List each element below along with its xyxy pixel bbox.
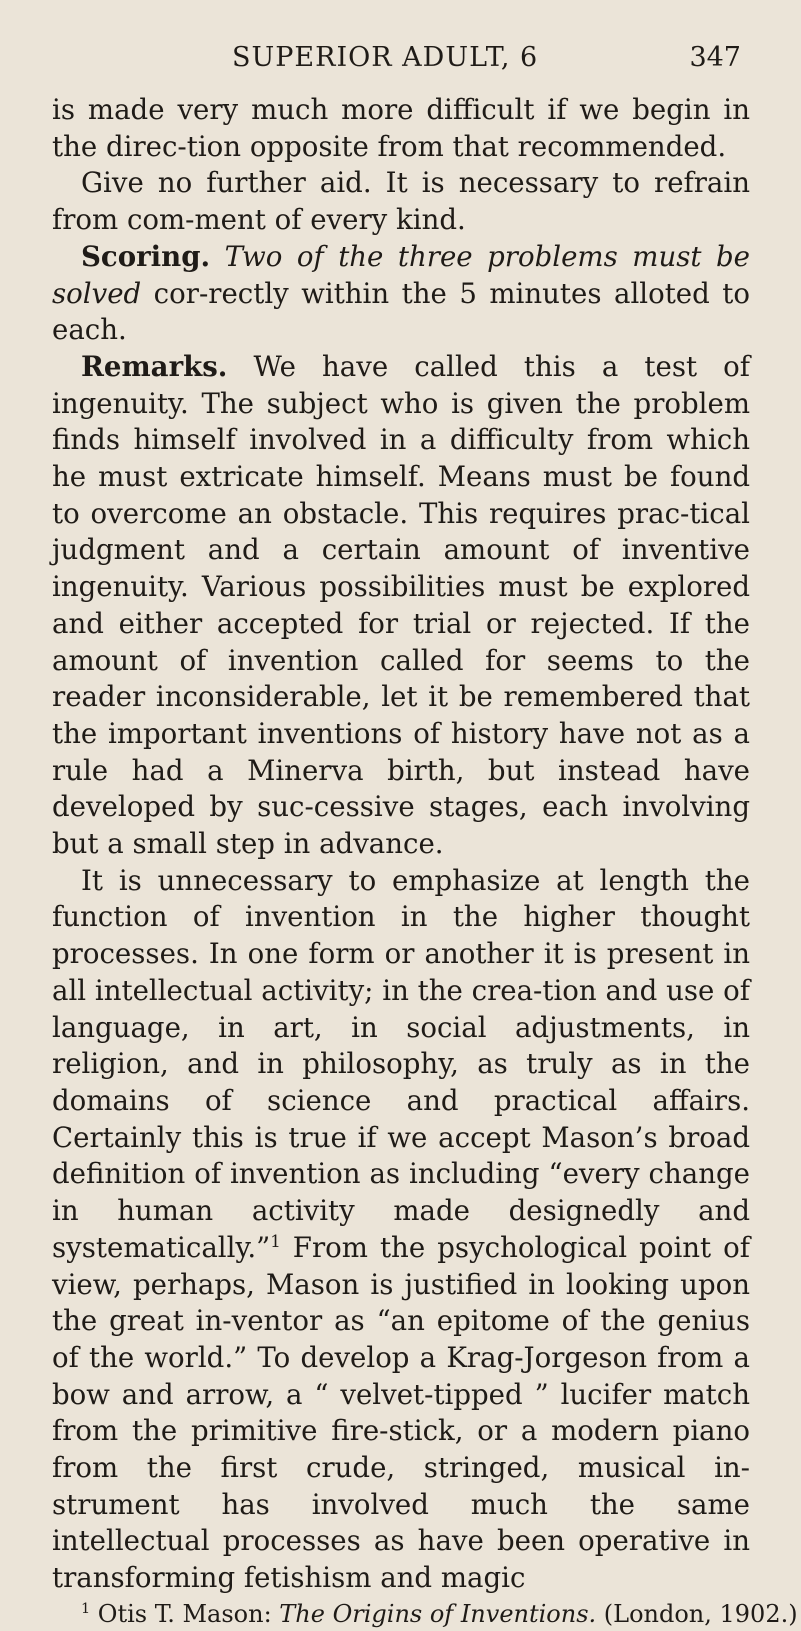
- run-in-heading: Scoring.: [81, 239, 211, 273]
- paragraph-text: It is unnecessary to emphasize at length the function of invention in the higher thought processes. In one form or another it is present in all intellectual activity; in the crea-tion and use of language, in art, in social adjustments, in religion, and in philosophy, as truly as in the domains of science and practical affairs. Certainly this is true if we accept Mason’s broad definition of invention as including “every change in human activity made designedly and systematically.”: [52, 863, 750, 1264]
- footnote: [52, 1597, 798, 1631]
- run-in-heading: Remarks.: [81, 349, 228, 383]
- italic-text: Two of the three problems must be solved: [52, 239, 750, 310]
- paragraph-text: From the psychological point of view, perhaps, Mason is justified in looking upon the great in-ventor as “an epitome of the genius of the world.” To develop a Krag-Jorgeson from a bow and arrow, a “ velvet-tipped ” lucifer match from the primitive fire-stick, or a modern piano from the first crude, stringed, musical in-strument has involved much the same intellectual processes as have been operative in transforming fetishism and magic: [52, 1230, 750, 1595]
- paragraph-text: We have called this a test of ingenuity. The subject who is given the problem finds himself involved in a difficulty from which he must extricate himself. Means must be found to overcome an obstacle. This requires prac-tical judgment and a certain amount of inventive ingenuity. Various possibilities must be explored and either accepted for trial or rejected. If the amount of invention called for seems to the reader inconsiderable, let it be remembered that the important inventions of history have not as a rule had a Minerva birth, but instead have developed by suc-cessive stages, each involving but a small step in advance.: [52, 349, 750, 861]
- paragraph-continuation: [52, 92, 750, 165]
- running-header: [0, 42, 801, 76]
- body-text: [52, 92, 798, 1631]
- paragraph-text: Give no further aid.: [81, 166, 372, 200]
- footnote-work-title: The Origins of Inventions.: [279, 1599, 597, 1628]
- footnote-author: Otis T. Mason:: [90, 1599, 280, 1628]
- paragraph-text: It is necessary to refrain from com-ment of every kind.: [52, 166, 750, 237]
- page-number: 347: [689, 42, 741, 73]
- running-title: SUPERIOR ADULT, 6: [232, 42, 539, 73]
- paragraph-invention: [52, 863, 750, 1597]
- paragraph-further-aid: [52, 165, 750, 238]
- paragraph-text: is made very much more difficult if we begin in the direc-tion opposite from that recommended.: [52, 93, 750, 163]
- footnote-mark: 1: [81, 1600, 91, 1617]
- paragraph-remarks: [52, 349, 750, 863]
- footnote-details: (London, 1902.): [596, 1599, 798, 1628]
- paragraph-text: cor-rectly within the 5 minutes alloted to each.: [52, 276, 750, 347]
- footnote-reference: 1: [270, 1231, 281, 1251]
- paragraph-scoring: [52, 239, 750, 349]
